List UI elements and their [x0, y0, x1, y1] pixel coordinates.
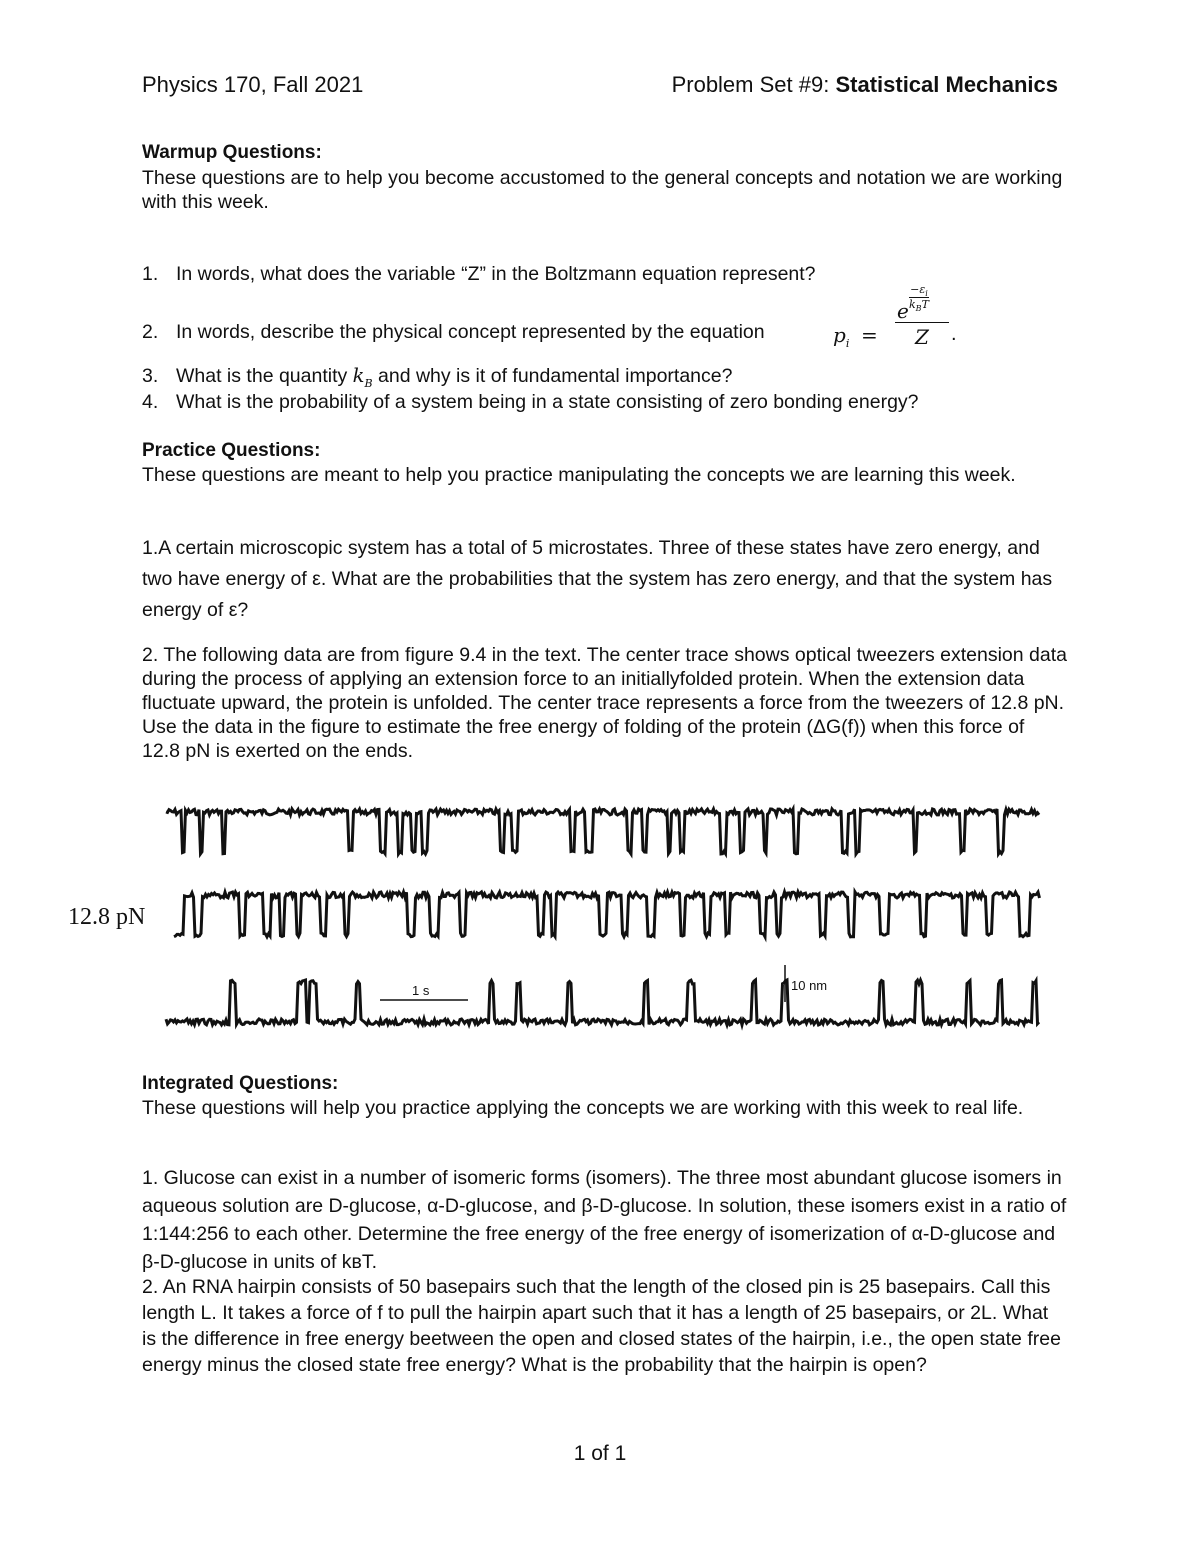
problem-set-label: Problem Set #9:: [671, 72, 836, 97]
practice-q1: 1.A certain microscopic system has a total of 5 microstates. Three of these states have zero energy, and two have energy of ε. What are the probabilities that the system has zero energy, and that the system has energy of ε?: [142, 537, 1053, 621]
equation-sub-i: i: [845, 337, 850, 350]
equation-lhs: [833, 323, 849, 350]
practice-intro: These questions are meant to help you practice manipulating the concepts we are learning this week.: [142, 464, 1016, 486]
integrated-intro: These questions will help you practice applying the concepts we are working with this week to real life.: [142, 1097, 1024, 1119]
equation-fraction: [895, 283, 949, 349]
warmup-q4-number: 4.: [142, 391, 159, 413]
integrated-title: Integrated Questions:: [142, 1073, 339, 1094]
equation-exp-base: e: [897, 299, 909, 323]
warmup-q2-text: In words, describe the physical concept represented by the equation: [176, 321, 765, 343]
equation-equals: =: [861, 323, 878, 347]
practice-title: Practice Questions:: [142, 440, 321, 461]
problem-set-title: [672, 72, 1058, 98]
warmup-q2-number: 2.: [142, 321, 159, 343]
trace-center: [174, 892, 1040, 937]
equation-p: p: [833, 323, 846, 347]
warmup-q1-number: 1.: [142, 263, 159, 285]
practice-q2: 2. The following data are from figure 9.4 in the text. The center trace shows optical tweezers extension data during the process of applying an extension force to an initiallyfolded protein. When the extension data fluctuate upward, the protein is unfolded. The center trace represents a force from the tweezers of 12.8 pN. Use the data in the figure to estimate the free energy of folding of the protein (ΔG(f)) when this force of 12.8 pN is exerted on the ends.: [142, 644, 1067, 762]
trace-top: [166, 809, 1039, 854]
problem-set-topic: Statistical Mechanics: [835, 72, 1058, 97]
warmup-q3-text-b: and why is it of fundamental importance?: [372, 365, 733, 387]
warmup-q3-text-a: What is the quantity: [176, 365, 353, 387]
equation-exponent: $-\varepsilon_i$ $k_BT$: [909, 283, 929, 314]
course-title: Physics 170, Fall 2021: [142, 72, 364, 97]
warmup-q4-text: What is the probability of a system being in a state consisting of zero bonding energy?: [176, 391, 919, 413]
trace-bottom: [166, 980, 1039, 1025]
warmup-q1-text: In words, what does the variable “Z” in the Boltzmann equation represent?: [176, 263, 816, 285]
kb-subscript: B: [364, 376, 373, 390]
warmup-title: Warmup Questions:: [142, 142, 322, 163]
force-label: 12.8 pN: [68, 904, 146, 930]
equation-denominator: Z: [915, 325, 929, 349]
length-scale-label: 10 nm: [791, 978, 828, 993]
equation-period: .: [951, 323, 957, 345]
tweezers-traces-figure: [160, 790, 1050, 1040]
equation-numerator: [895, 283, 949, 323]
warmup-q3-number: 3.: [142, 365, 159, 387]
integrated-q2: 2. An RNA hairpin consists of 50 basepairs such that the length of the closed pin is 25 basepairs. Call this length L. It takes a force of f to pull the hairpin apart such that it has a length of 25 basepairs, or 2L. What is the difference in free energy beetween the open and closed states of the hairpin, i.e., the open state free energy minus the closed state free energy? What is the probability that the hairpin is open?: [142, 1276, 1061, 1376]
time-scale-label: 1 s: [412, 983, 430, 998]
integrated-q1: 1. Glucose can exist in a number of isomeric forms (isomers). The three most abundant glucose isomers in aqueous solution are D-glucose, α-D-glucose, and β-D-glucose. In solution, these isomers exist in a ratio of 1:144:256 to each other. Determine the free energy of the free energy of isomerization of α-D-glucose and β-D-glucose in units of kʙT.: [142, 1167, 1067, 1273]
page-number: 1 of 1: [573, 1442, 627, 1465]
warmup-q4: [142, 390, 1067, 414]
warmup-intro: These questions are to help you become accustomed to the general concepts and notation we are working with this week.: [142, 167, 1063, 213]
kb-symbol: k: [352, 364, 365, 387]
